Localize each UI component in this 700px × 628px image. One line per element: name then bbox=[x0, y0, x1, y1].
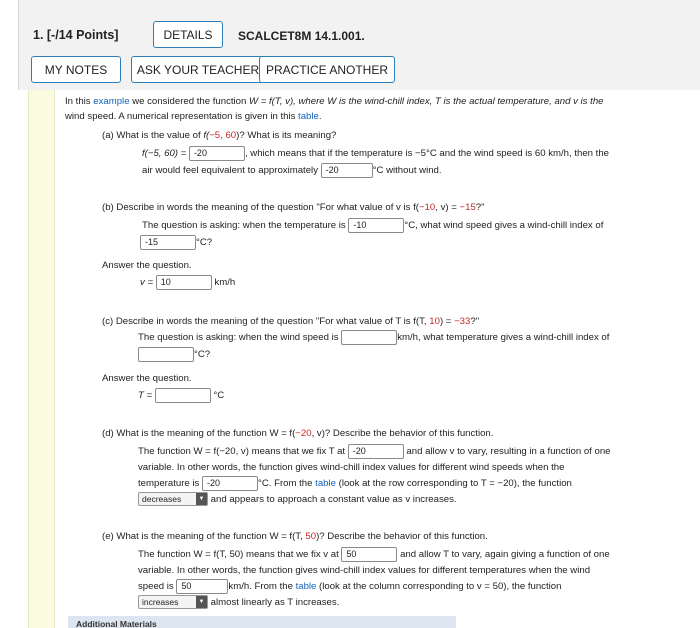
chevron-down-icon: ▼ bbox=[196, 493, 207, 505]
part-a-answer-2[interactable]: -20 bbox=[321, 163, 373, 178]
question-header bbox=[18, 0, 700, 90]
part-c-line-1: The question is asking: when the wind speed is km/h, what temperature gives a wind-chill index of bbox=[138, 330, 609, 347]
part-a-line-1: f(−5, 60) = -20 , which means that if the temperature is −5°C and the wind speed is 60 km/h, then the bbox=[142, 148, 610, 160]
part-b-answer-1[interactable]: -10 bbox=[348, 218, 404, 233]
part-a-question: (a) What is the value of f(−5, 60)? What is its meaning? bbox=[102, 130, 337, 141]
additional-materials-header[interactable]: Additional Materials bbox=[68, 616, 456, 628]
ask-teacher-button[interactable]: ASK YOUR TEACHER bbox=[131, 56, 265, 83]
part-c-answer-label: Answer the question. bbox=[102, 373, 192, 384]
part-d-answer-1[interactable]: -20 bbox=[348, 444, 404, 459]
practice-another-button[interactable]: PRACTICE ANOTHER bbox=[259, 56, 395, 83]
part-d-line-3: temperature is -20 °C. From the table (look at the row corresponding to T = −20), the function bbox=[138, 478, 572, 490]
part-e-behavior-select[interactable]: increases ▼ bbox=[138, 595, 208, 609]
part-b-answer-label: Answer the question. bbox=[102, 260, 192, 271]
part-b-answer-3[interactable]: 10 bbox=[156, 275, 212, 290]
part-d-question: (d) What is the meaning of the function W = f(−20, v)? Describe the behavior of this function. bbox=[102, 428, 494, 439]
problem-code: SCALCET8M 14.1.001. bbox=[238, 29, 365, 43]
chevron-down-icon: ▼ bbox=[196, 596, 207, 608]
part-b-question: (b) Describe in words the meaning of the question "For what value of v is f(−10, v) = −15?" bbox=[102, 202, 485, 213]
part-a-line-2: air would feel equivalent to approximately -20 °C without wind. bbox=[142, 165, 442, 177]
details-button[interactable]: DETAILS bbox=[153, 21, 223, 48]
part-e-line-3: speed is 50 km/h. From the table (look at the column corresponding to v = 50), the function bbox=[138, 581, 562, 593]
part-a-answer-1[interactable]: -20 bbox=[189, 146, 245, 161]
part-c-question: (c) Describe in words the meaning of the question "For what value of T is f(T, 10) = −33?" bbox=[102, 316, 480, 327]
part-c-line-2: °C? bbox=[138, 347, 210, 364]
part-d-table-link[interactable]: table bbox=[315, 478, 336, 490]
part-b-line-1: The question is asking: when the temperature is -10 °C, what wind speed gives a wind-chill index of bbox=[142, 220, 604, 232]
part-b-line-2: -15 °C? bbox=[140, 235, 212, 252]
question-margin-bar bbox=[28, 90, 55, 628]
part-d-answer-2[interactable]: -20 bbox=[202, 476, 258, 491]
my-notes-button[interactable]: MY NOTES bbox=[31, 56, 121, 83]
part-d-line-2: variable. In other words, the function gives wind-chill index values for different wind speeds when the bbox=[138, 462, 565, 473]
part-d-line-1: The function W = f(−20, v) means that we fix T at -20 and allow v to vary, resulting in a function of one bbox=[138, 446, 611, 458]
part-e-answer-1[interactable]: 50 bbox=[341, 547, 397, 562]
example-link[interactable]: example bbox=[93, 96, 130, 107]
part-b-answer-line: v = 10 km/h bbox=[140, 277, 236, 289]
part-e-table-link[interactable]: table bbox=[295, 581, 317, 593]
part-c-answer-1[interactable] bbox=[341, 330, 397, 345]
part-c-answer-line: T = °C bbox=[138, 388, 224, 405]
intro-line-2: wind speed. A numerical representation is given in this table. bbox=[65, 111, 322, 122]
part-e-line-2: variable. In other words, the function gives wind-chill index values for different temperatures when the wind bbox=[138, 565, 591, 576]
intro-line-1: In this example we considered the function W = f(T, v), where W is the wind-chill index, T is the actual temperature, and v is the bbox=[65, 96, 604, 107]
part-d-behavior-select[interactable]: decreases ▼ bbox=[138, 492, 208, 506]
part-e-line-1: The function W = f(T, 50) means that we fix v at 50 and allow T to vary, again giving a function of one bbox=[138, 549, 610, 561]
table-link[interactable]: table bbox=[298, 111, 319, 122]
part-e-line-4: increases ▼ almost linearly as T increases. bbox=[138, 595, 339, 612]
part-e-question: (e) What is the meaning of the function W = f(T, 50)? Describe the behavior of this function. bbox=[102, 531, 488, 542]
part-e-answer-2[interactable]: 50 bbox=[176, 579, 228, 594]
question-number: 1. [-/14 Points] bbox=[33, 28, 119, 42]
part-b-answer-2[interactable]: -15 bbox=[140, 235, 196, 250]
part-c-answer-2[interactable] bbox=[138, 347, 194, 362]
part-d-line-4: decreases ▼ and appears to approach a constant value as v increases. bbox=[138, 492, 457, 509]
part-c-answer-3[interactable] bbox=[155, 388, 211, 403]
